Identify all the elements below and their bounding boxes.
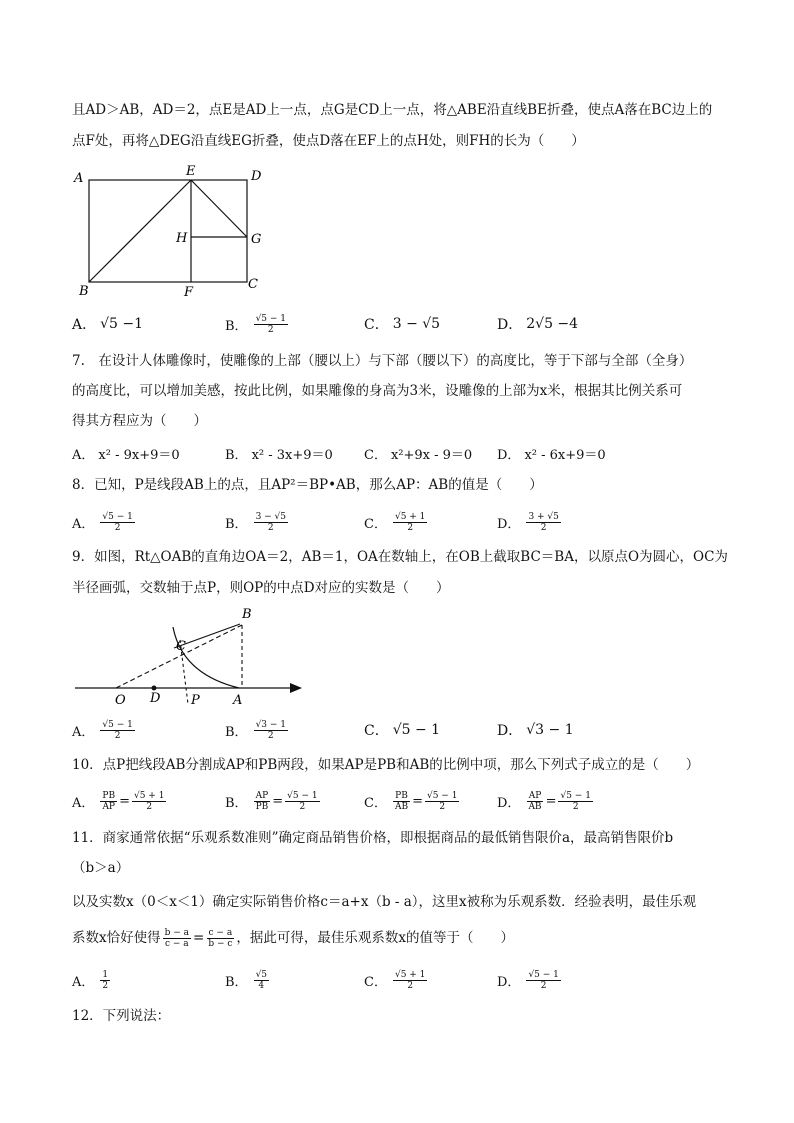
q7-options [72, 441, 732, 465]
q9-number-line-figure [70, 606, 310, 711]
q9-label-C: C [176, 639, 186, 654]
q11-line4-post: ，据此可得，最佳乐观系数x的值等于（ ） [236, 930, 515, 946]
q9-text-line2: 半径画弧，交数轴于点P，则OP的中点D对应的实数是（ ） [72, 580, 450, 596]
q9-label-B: B [242, 607, 252, 622]
q11-text-line3: 以及实数x（0＜x＜1）确定实际销售价格c＝a+x（b - a），这里x被称为乐观系数．经验表明，最佳乐观 [72, 894, 697, 910]
q7-option-a[interactable]: A． x² - 9x+9＝0 [72, 447, 180, 463]
q10-option-c[interactable]: C． $\frac{PB}{AB}$ = $\frac{√5 - 1}{2}$ [364, 790, 458, 812]
q9-label-P: P [191, 693, 200, 708]
q9-options [72, 718, 732, 742]
q9-label-D: D [150, 691, 161, 706]
q11-text-line1: 11．商家通常依据“乐观系数准则”确定商品销售价格，即根据商品的最低销售限价a，最高销售限价b [72, 830, 674, 846]
q6-label-B: B [79, 284, 89, 299]
q6-label-A: A [74, 171, 84, 186]
q11-fraction-1: $\frac{b - a}{c - a}$ [164, 927, 190, 949]
q8-option-b[interactable]: B． $\frac{3 - √5}{2}$ [225, 511, 287, 533]
q6-option-b[interactable]: B． $\frac{√5 - 1}{2}$ [225, 313, 287, 335]
q7-option-d[interactable]: D． x² - 6x+9＝0 [497, 447, 606, 463]
q10-option-a[interactable]: A． $\frac{PB}{AP}$ = $\frac{√5 + 1}{2}$ [72, 790, 165, 812]
q6-label-C: C [248, 277, 258, 292]
q6-text-line1: 且AD＞AB，AD＝2，点E是AD上一点，点G是CD上一点，将△ABE沿直线BE折叠，使点A落在BC边上的 [72, 102, 713, 118]
q6-label-D: D [251, 169, 262, 184]
q9-label-A: A [233, 693, 243, 708]
q6-label-F: F [184, 285, 194, 300]
q10-option-b[interactable]: B． $\frac{AP}{PB}$ = $\frac{√5 - 1}{2}$ [225, 790, 318, 812]
q7-text-line1: 7. 在设计人体雕像时，使雕像的上部（腰以上）与下部（腰以下）的高度比，等于下部与全部（全身） [72, 353, 693, 369]
q6-label-H: H [176, 231, 188, 246]
q6-label-G: G [251, 232, 262, 247]
q7-text-line3: 得其方程应为（ ） [72, 413, 207, 429]
q9-label-O: O [115, 693, 126, 708]
q6-text-line2: 点F处，再将△DEG沿直线EG折叠，使点D落在EF上的点H处，则FH的长为（ ） [72, 133, 585, 149]
q6-options [72, 312, 732, 336]
q7-text-line2: 的高度比，可以增加美感，按此比例，如果雕像的身高为3米，设雕像的上部为x米，根据其比例关系可 [72, 383, 683, 399]
q7-option-c[interactable]: C． x²+9x - 9＝0 [364, 447, 473, 463]
q8-options [72, 510, 732, 534]
q6-option-a[interactable]: A． √5 −1 [72, 316, 144, 333]
q7-option-b[interactable]: B． x² - 3x+9＝0 [225, 447, 333, 463]
q6-rectangle-figure [70, 162, 270, 302]
q11-line4-pre: 系数x恰好使得 [72, 930, 161, 946]
q11-text-line4 [72, 925, 514, 951]
q10-option-d[interactable]: D． $\frac{AP}{AB}$ = $\frac{√5 - 1}{2}$ [497, 790, 591, 812]
q6-label-E: E [186, 164, 196, 179]
q8-option-d[interactable]: D． $\frac{3 + √5}{2}$ [497, 511, 559, 533]
q8-option-c[interactable]: C． $\frac{√5 + 1}{2}$ [364, 511, 426, 533]
q12-text-line1: 12．下列说法： [72, 1008, 171, 1024]
q9-text-line1: 9．如图，Rt△OAB的直角边OA＝2，AB＝1，OA在数轴上，在OB上截取BC＝BA，以原点O为圆心，OC为 [72, 549, 728, 565]
q9-option-a[interactable]: A． $\frac{√5 - 1}{2}$ [72, 719, 133, 741]
q11-equals: = [193, 930, 205, 946]
q11-fraction-2: $\frac{c - a}{b - c}$ [208, 927, 233, 949]
q8-option-a[interactable]: A． $\frac{√5 - 1}{2}$ [72, 511, 133, 533]
q11-options [72, 968, 732, 992]
q9-option-c[interactable]: C． √5 − 1 [364, 722, 441, 739]
q10-options [72, 789, 732, 813]
q9-option-d[interactable]: D． √3 − 1 [497, 722, 574, 739]
q11-text-line2: （b＞a） [72, 860, 130, 876]
q9-option-b[interactable]: B． $\frac{√3 - 1}{2}$ [225, 719, 287, 741]
q11-option-a[interactable]: A． $\frac{1}{2}$ [72, 969, 109, 991]
q6-option-d[interactable]: D． 2√5 −4 [497, 316, 579, 333]
q11-option-d[interactable]: D． $\frac{√5 - 1}{2}$ [497, 969, 559, 991]
q6-option-c[interactable]: C． 3 − √5 [364, 316, 441, 333]
q11-option-c[interactable]: C． $\frac{√5 + 1}{2}$ [364, 969, 426, 991]
q8-text-line1: 8．已知，P是线段AB上的点，且AP²＝BP•AB，那么AP：AB的值是（ ） [72, 477, 543, 493]
q10-text-line1: 10．点P把线段AB分割成AP和PB两段，如果AP是PB和AB的比例中项，那么下列式子成立的是（ ） [72, 757, 700, 773]
q11-option-b[interactable]: B． $\frac{√5}{4}$ [225, 969, 268, 991]
